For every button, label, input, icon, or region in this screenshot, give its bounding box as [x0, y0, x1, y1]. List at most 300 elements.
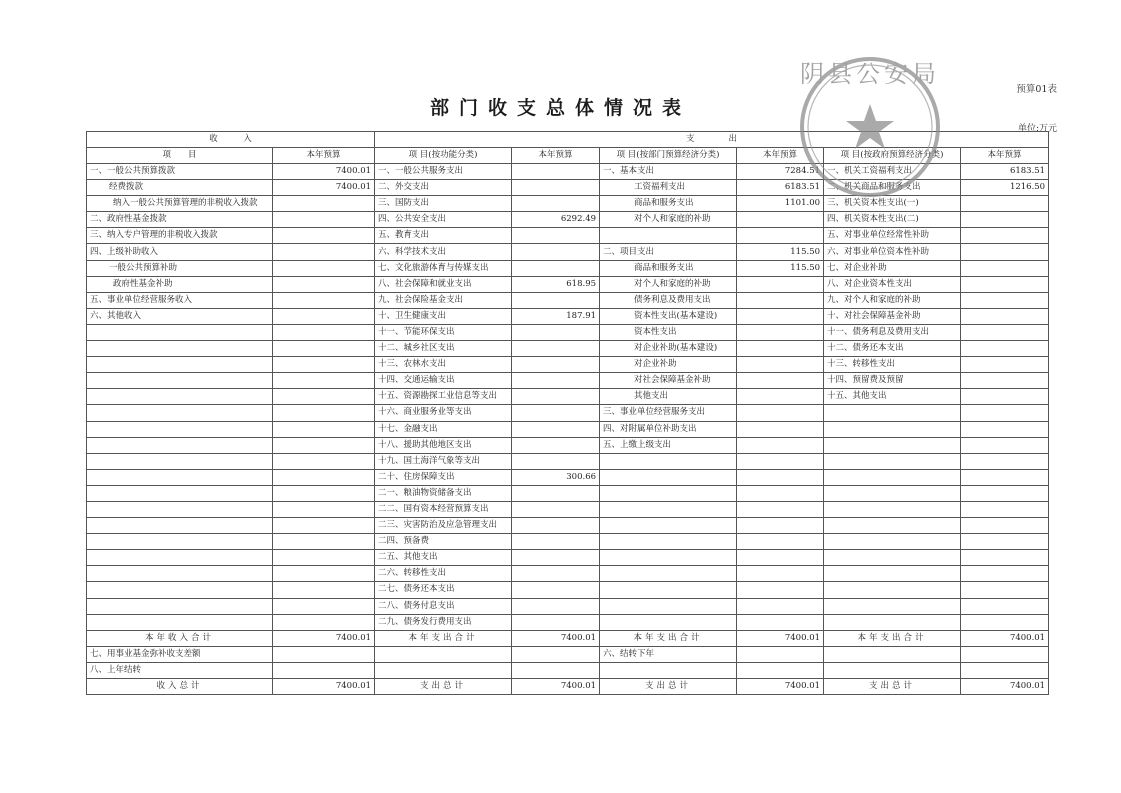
cell-functional-item: 十九、国土海洋气象等支出 — [375, 453, 512, 469]
cell-gov-economic-budget — [961, 357, 1049, 373]
cell-functional-item: 十一、节能环保支出 — [375, 324, 512, 340]
gov-economic-total-value: 7400.01 — [961, 630, 1049, 646]
cell-income-budget — [273, 341, 375, 357]
income-section-header: 收 入 — [87, 132, 375, 148]
cell-income-item — [87, 405, 273, 421]
cell-income-budget — [273, 357, 375, 373]
cell-income-item — [87, 437, 273, 453]
cell-gov-economic-budget — [961, 373, 1049, 389]
table-row — [87, 324, 1049, 340]
cell-dept-economic-item: 资本性支出 — [600, 324, 737, 340]
table-row — [87, 180, 1049, 196]
cell-functional-item: 七、文化旅游体育与传媒支出 — [375, 260, 512, 276]
table-row — [87, 405, 1049, 421]
table-row — [87, 341, 1049, 357]
cell-gov-economic-budget — [961, 244, 1049, 260]
cell-gov-economic-item — [824, 453, 961, 469]
functional-total-label: 本年支出合计 — [375, 630, 512, 646]
cell-functional-item: 二九、债务发行费用支出 — [375, 614, 512, 630]
cell-dept-economic-item: 三、事业单位经营服务支出 — [600, 405, 737, 421]
cell-gov-economic-item: 九、对个人和家庭的补助 — [824, 292, 961, 308]
cell-income-budget — [273, 228, 375, 244]
cell-gov-economic-item: 三、机关资本性支出(一) — [824, 196, 961, 212]
cell-dept-economic-item: 资本性支出(基本建设) — [600, 308, 737, 324]
cell-gov-economic-budget — [961, 437, 1049, 453]
cell-gov-economic-item: 八、对企业资本性支出 — [824, 276, 961, 292]
cell-functional-item: 十四、交通运输支出 — [375, 373, 512, 389]
cell-income-item: 二、政府性基金拨款 — [87, 212, 273, 228]
cell-income-budget — [273, 453, 375, 469]
expenditure-section-header: 支 出 — [375, 132, 1049, 148]
annual-total-row — [87, 630, 1049, 646]
cell-income-item — [87, 341, 273, 357]
cell-income-item — [87, 421, 273, 437]
table-row — [87, 646, 1049, 662]
column-header-row — [87, 148, 1049, 164]
cell-income-item: 一般公共预算补助 — [87, 260, 273, 276]
cell-dept-economic-budget — [737, 308, 824, 324]
cell-functional-item: 六、科学技术支出 — [375, 244, 512, 260]
cell-income-item — [87, 469, 273, 485]
cell-income-item — [87, 485, 273, 501]
cell-income-budget — [273, 582, 375, 598]
table-row — [87, 453, 1049, 469]
cell-dept-economic-budget — [737, 469, 824, 485]
cell-income-budget — [273, 292, 375, 308]
cell-income-budget — [273, 196, 375, 212]
functional-total-label: 支出总计 — [375, 679, 512, 695]
cell-income-item: 经费拨款 — [87, 180, 273, 196]
dept-economic-total-value: 7400.01 — [737, 679, 824, 695]
cell-gov-economic-item — [824, 598, 961, 614]
cell-income-item: 五、事业单位经营服务收入 — [87, 292, 273, 308]
cell-dept-economic-budget — [737, 485, 824, 501]
cell-income-budget — [273, 244, 375, 260]
cell-dept-economic-budget — [737, 357, 824, 373]
cell-dept-economic-item — [600, 453, 737, 469]
cell-dept-economic-item — [600, 662, 737, 678]
cell-income-budget — [273, 501, 375, 517]
cell-functional-item — [375, 646, 512, 662]
table-row — [87, 582, 1049, 598]
cell-gov-economic-item — [824, 550, 961, 566]
cell-income-item — [87, 566, 273, 582]
budget-table — [86, 131, 1049, 695]
cell-income-budget — [273, 518, 375, 534]
cell-income-budget — [273, 598, 375, 614]
cell-gov-economic-item: 七、对企业补助 — [824, 260, 961, 276]
cell-functional-item: 二三、灾害防治及应急管理支出 — [375, 518, 512, 534]
cell-functional-budget — [512, 646, 600, 662]
cell-functional-item: 九、社会保险基金支出 — [375, 292, 512, 308]
table-row — [87, 534, 1049, 550]
column-header-dept-economic-budget: 本年预算 — [737, 148, 824, 164]
cell-gov-economic-item: 二、机关商品和服务支出 — [824, 180, 961, 196]
cell-income-item — [87, 357, 273, 373]
cell-income-budget — [273, 662, 375, 678]
cell-dept-economic-item — [600, 501, 737, 517]
column-header-gov-economic-item: 项 目(按政府预算经济分类) — [824, 148, 961, 164]
cell-income-item — [87, 373, 273, 389]
cell-income-budget — [273, 276, 375, 292]
cell-income-item — [87, 582, 273, 598]
cell-functional-budget: 187.91 — [512, 308, 600, 324]
cell-gov-economic-budget — [961, 324, 1049, 340]
table-row — [87, 485, 1049, 501]
cell-functional-item: 二二、国有资本经营预算支出 — [375, 501, 512, 517]
cell-gov-economic-item — [824, 405, 961, 421]
cell-income-item: 三、纳入专户管理的非税收入拨款 — [87, 228, 273, 244]
cell-functional-item: 二六、转移性支出 — [375, 566, 512, 582]
table-row — [87, 662, 1049, 678]
cell-income-budget — [273, 324, 375, 340]
cell-gov-economic-budget — [961, 228, 1049, 244]
cell-income-budget — [273, 421, 375, 437]
cell-dept-economic-item — [600, 469, 737, 485]
cell-income-budget — [273, 260, 375, 276]
cell-gov-economic-budget — [961, 292, 1049, 308]
cell-income-budget — [273, 373, 375, 389]
table-row — [87, 244, 1049, 260]
cell-gov-economic-item: 六、对事业单位资本性补助 — [824, 244, 961, 260]
cell-functional-item: 一、一般公共服务支出 — [375, 164, 512, 180]
table-row — [87, 469, 1049, 485]
cell-functional-item: 十七、金融支出 — [375, 421, 512, 437]
cell-gov-economic-budget — [961, 598, 1049, 614]
functional-total-value: 7400.01 — [512, 679, 600, 695]
cell-functional-item: 十五、资源勘探工业信息等支出 — [375, 389, 512, 405]
gov-economic-total-value: 7400.01 — [961, 679, 1049, 695]
table-row — [87, 196, 1049, 212]
cell-gov-economic-budget — [961, 212, 1049, 228]
cell-functional-budget — [512, 485, 600, 501]
cell-functional-budget — [512, 662, 600, 678]
cell-dept-economic-item: 债务利息及费用支出 — [600, 292, 737, 308]
cell-dept-economic-item: 五、上缴上级支出 — [600, 437, 737, 453]
table-row — [87, 566, 1049, 582]
cell-gov-economic-budget — [961, 566, 1049, 582]
cell-functional-item: 二八、债务付息支出 — [375, 598, 512, 614]
income-total-label: 本年收入合计 — [87, 630, 273, 646]
cell-dept-economic-item — [600, 566, 737, 582]
cell-dept-economic-budget — [737, 501, 824, 517]
cell-gov-economic-item: 十、对社会保障基金补助 — [824, 308, 961, 324]
functional-total-value: 7400.01 — [512, 630, 600, 646]
cell-functional-budget — [512, 292, 600, 308]
cell-dept-economic-item: 工资福利支出 — [600, 180, 737, 196]
dept-economic-total-label: 支出总计 — [600, 679, 737, 695]
cell-dept-economic-item: 商品和服务支出 — [600, 260, 737, 276]
cell-gov-economic-item: 十一、债务利息及费用支出 — [824, 324, 961, 340]
cell-dept-economic-budget — [737, 614, 824, 630]
cell-income-item: 六、其他收入 — [87, 308, 273, 324]
cell-gov-economic-budget — [961, 646, 1049, 662]
cell-functional-item: 十三、农林水支出 — [375, 357, 512, 373]
table-row — [87, 276, 1049, 292]
cell-functional-budget — [512, 196, 600, 212]
cell-gov-economic-item: 五、对事业单位经常性补助 — [824, 228, 961, 244]
cell-income-item — [87, 518, 273, 534]
cell-dept-economic-item: 二、项目支出 — [600, 244, 737, 260]
cell-dept-economic-budget — [737, 324, 824, 340]
cell-income-item — [87, 453, 273, 469]
cell-functional-item: 十六、商业服务业等支出 — [375, 405, 512, 421]
cell-dept-economic-budget: 6183.51 — [737, 180, 824, 196]
cell-functional-budget — [512, 421, 600, 437]
cell-functional-budget — [512, 501, 600, 517]
cell-gov-economic-item: 一、机关工资福利支出 — [824, 164, 961, 180]
cell-gov-economic-item — [824, 469, 961, 485]
cell-gov-economic-item — [824, 614, 961, 630]
column-header-gov-economic-budget: 本年预算 — [961, 148, 1049, 164]
table-row — [87, 292, 1049, 308]
cell-income-budget — [273, 405, 375, 421]
column-header-functional-budget: 本年预算 — [512, 148, 600, 164]
cell-gov-economic-item — [824, 662, 961, 678]
cell-dept-economic-budget — [737, 518, 824, 534]
cell-functional-budget — [512, 228, 600, 244]
cell-income-budget — [273, 389, 375, 405]
cell-gov-economic-budget — [961, 518, 1049, 534]
cell-income-item: 四、上级补助收入 — [87, 244, 273, 260]
cell-dept-economic-item: 六、结转下年 — [600, 646, 737, 662]
cell-functional-item: 四、公共安全支出 — [375, 212, 512, 228]
cell-gov-economic-item: 十四、预留费及预留 — [824, 373, 961, 389]
cell-functional-budget — [512, 518, 600, 534]
cell-functional-budget — [512, 324, 600, 340]
cell-dept-economic-budget — [737, 389, 824, 405]
table-row — [87, 437, 1049, 453]
cell-gov-economic-budget — [961, 550, 1049, 566]
cell-dept-economic-item: 对个人和家庭的补助 — [600, 212, 737, 228]
cell-gov-economic-item: 十五、其他支出 — [824, 389, 961, 405]
cell-gov-economic-item — [824, 582, 961, 598]
cell-gov-economic-budget: 6183.51 — [961, 164, 1049, 180]
cell-functional-item: 二四、预备费 — [375, 534, 512, 550]
cell-gov-economic-item — [824, 566, 961, 582]
cell-dept-economic-budget — [737, 276, 824, 292]
cell-gov-economic-item — [824, 485, 961, 501]
cell-income-item — [87, 534, 273, 550]
page-title: 部门收支总体情况表 — [429, 97, 691, 119]
cell-gov-economic-budget — [961, 662, 1049, 678]
grand-total-row — [87, 679, 1049, 695]
cell-income-item: 七、用事业基金弥补收支差额 — [87, 646, 273, 662]
cell-functional-item: 二十、住房保障支出 — [375, 469, 512, 485]
cell-functional-budget — [512, 437, 600, 453]
cell-dept-economic-budget — [737, 437, 824, 453]
table-row — [87, 308, 1049, 324]
cell-dept-economic-item: 四、对附属单位补助支出 — [600, 421, 737, 437]
cell-gov-economic-item — [824, 646, 961, 662]
cell-dept-economic-budget — [737, 582, 824, 598]
cell-gov-economic-item: 十二、债务还本支出 — [824, 341, 961, 357]
table-row — [87, 614, 1049, 630]
cell-dept-economic-budget — [737, 212, 824, 228]
cell-income-budget — [273, 308, 375, 324]
cell-gov-economic-budget — [961, 614, 1049, 630]
cell-gov-economic-budget — [961, 405, 1049, 421]
cell-income-item: 纳入一般公共预算管理的非税收入拨款 — [87, 196, 273, 212]
cell-functional-item — [375, 662, 512, 678]
cell-gov-economic-budget — [961, 196, 1049, 212]
cell-income-item — [87, 614, 273, 630]
cell-dept-economic-budget: 7284.51 — [737, 164, 824, 180]
cell-gov-economic-budget — [961, 308, 1049, 324]
cell-income-item: 一、一般公共预算拨款 — [87, 164, 273, 180]
table-row — [87, 501, 1049, 517]
cell-functional-budget — [512, 244, 600, 260]
cell-gov-economic-budget — [961, 485, 1049, 501]
cell-functional-item: 八、社会保障和就业支出 — [375, 276, 512, 292]
cell-income-item — [87, 550, 273, 566]
cell-dept-economic-budget: 115.50 — [737, 260, 824, 276]
cell-dept-economic-budget — [737, 421, 824, 437]
cell-income-item: 政府性基金补助 — [87, 276, 273, 292]
cell-income-budget — [273, 614, 375, 630]
cell-functional-budget: 6292.49 — [512, 212, 600, 228]
cell-dept-economic-item: 一、基本支出 — [600, 164, 737, 180]
cell-dept-economic-item: 其他支出 — [600, 389, 737, 405]
cell-gov-economic-budget — [961, 260, 1049, 276]
cell-income-budget — [273, 566, 375, 582]
cell-functional-budget — [512, 180, 600, 196]
cell-functional-budget — [512, 453, 600, 469]
cell-functional-budget — [512, 341, 600, 357]
cell-gov-economic-item — [824, 534, 961, 550]
cell-income-budget — [273, 212, 375, 228]
form-number: 预算01表 — [1016, 84, 1057, 95]
cell-dept-economic-item: 对个人和家庭的补助 — [600, 276, 737, 292]
cell-gov-economic-budget — [961, 341, 1049, 357]
cell-gov-economic-budget — [961, 389, 1049, 405]
cell-dept-economic-item — [600, 550, 737, 566]
cell-gov-economic-budget — [961, 276, 1049, 292]
cell-gov-economic-budget — [961, 469, 1049, 485]
cell-income-budget: 7400.01 — [273, 164, 375, 180]
cell-income-budget — [273, 550, 375, 566]
cell-functional-budget — [512, 534, 600, 550]
svg-text:阴县公安局: 阴县公安局 — [800, 60, 940, 88]
cell-functional-budget — [512, 582, 600, 598]
cell-functional-item: 十八、援助其他地区支出 — [375, 437, 512, 453]
cell-dept-economic-budget — [737, 662, 824, 678]
cell-dept-economic-budget — [737, 534, 824, 550]
cell-dept-economic-budget: 115.50 — [737, 244, 824, 260]
cell-dept-economic-item: 商品和服务支出 — [600, 196, 737, 212]
cell-dept-economic-budget — [737, 405, 824, 421]
column-header-income-item: 项 目 — [87, 148, 273, 164]
cell-dept-economic-budget — [737, 453, 824, 469]
cell-dept-economic-item: 对企业补助 — [600, 357, 737, 373]
table-row — [87, 373, 1049, 389]
cell-gov-economic-item — [824, 518, 961, 534]
column-header-income-budget: 本年预算 — [273, 148, 375, 164]
cell-gov-economic-item — [824, 437, 961, 453]
cell-dept-economic-budget — [737, 566, 824, 582]
cell-functional-item: 三、国防支出 — [375, 196, 512, 212]
cell-dept-economic-budget — [737, 550, 824, 566]
cell-dept-economic-budget — [737, 598, 824, 614]
cell-dept-economic-budget — [737, 373, 824, 389]
cell-dept-economic-budget — [737, 646, 824, 662]
column-header-functional-item: 项 目(按功能分类) — [375, 148, 512, 164]
cell-dept-economic-budget — [737, 228, 824, 244]
section-header-row — [87, 132, 1049, 148]
table-row — [87, 598, 1049, 614]
income-total-value: 7400.01 — [273, 630, 375, 646]
gov-economic-total-label: 支出总计 — [824, 679, 961, 695]
cell-functional-budget — [512, 550, 600, 566]
table-row — [87, 357, 1049, 373]
table-row — [87, 228, 1049, 244]
unit-label: 单位:万元 — [1017, 124, 1057, 134]
cell-functional-budget — [512, 405, 600, 421]
cell-functional-budget — [512, 389, 600, 405]
cell-gov-economic-budget — [961, 534, 1049, 550]
cell-gov-economic-budget — [961, 453, 1049, 469]
cell-income-budget — [273, 646, 375, 662]
cell-gov-economic-budget — [961, 421, 1049, 437]
table-row — [87, 389, 1049, 405]
cell-dept-economic-item — [600, 485, 737, 501]
cell-functional-item: 二五、其他支出 — [375, 550, 512, 566]
cell-income-item: 八、上年结转 — [87, 662, 273, 678]
cell-functional-budget — [512, 164, 600, 180]
cell-dept-economic-item — [600, 228, 737, 244]
table-row — [87, 260, 1049, 276]
cell-income-item — [87, 324, 273, 340]
cell-functional-budget — [512, 357, 600, 373]
income-total-label: 收入总计 — [87, 679, 273, 695]
cell-dept-economic-item: 对社会保障基金补助 — [600, 373, 737, 389]
cell-gov-economic-item: 四、机关资本性支出(二) — [824, 212, 961, 228]
cell-income-budget — [273, 485, 375, 501]
cell-income-budget — [273, 437, 375, 453]
cell-income-item — [87, 501, 273, 517]
cell-functional-item: 五、教育支出 — [375, 228, 512, 244]
cell-dept-economic-budget — [737, 341, 824, 357]
cell-income-budget: 7400.01 — [273, 180, 375, 196]
cell-income-budget — [273, 534, 375, 550]
cell-dept-economic-budget — [737, 292, 824, 308]
cell-gov-economic-budget — [961, 501, 1049, 517]
cell-functional-budget — [512, 598, 600, 614]
dept-economic-total-label: 本年支出合计 — [600, 630, 737, 646]
cell-income-budget — [273, 469, 375, 485]
cell-functional-budget — [512, 260, 600, 276]
dept-economic-total-value: 7400.01 — [737, 630, 824, 646]
income-total-value: 7400.01 — [273, 679, 375, 695]
cell-income-item — [87, 598, 273, 614]
cell-income-item — [87, 389, 273, 405]
cell-dept-economic-item — [600, 582, 737, 598]
cell-functional-item: 十二、城乡社区支出 — [375, 341, 512, 357]
cell-gov-economic-item — [824, 421, 961, 437]
table-row — [87, 421, 1049, 437]
cell-functional-item: 二七、债务还本支出 — [375, 582, 512, 598]
cell-dept-economic-item: 对企业补助(基本建设) — [600, 341, 737, 357]
table-row — [87, 518, 1049, 534]
cell-functional-budget — [512, 566, 600, 582]
cell-gov-economic-budget — [961, 582, 1049, 598]
cell-dept-economic-item — [600, 598, 737, 614]
cell-functional-item: 二、外交支出 — [375, 180, 512, 196]
cell-gov-economic-budget: 1216.50 — [961, 180, 1049, 196]
table-row — [87, 164, 1049, 180]
table-row — [87, 550, 1049, 566]
cell-functional-budget: 300.66 — [512, 469, 600, 485]
